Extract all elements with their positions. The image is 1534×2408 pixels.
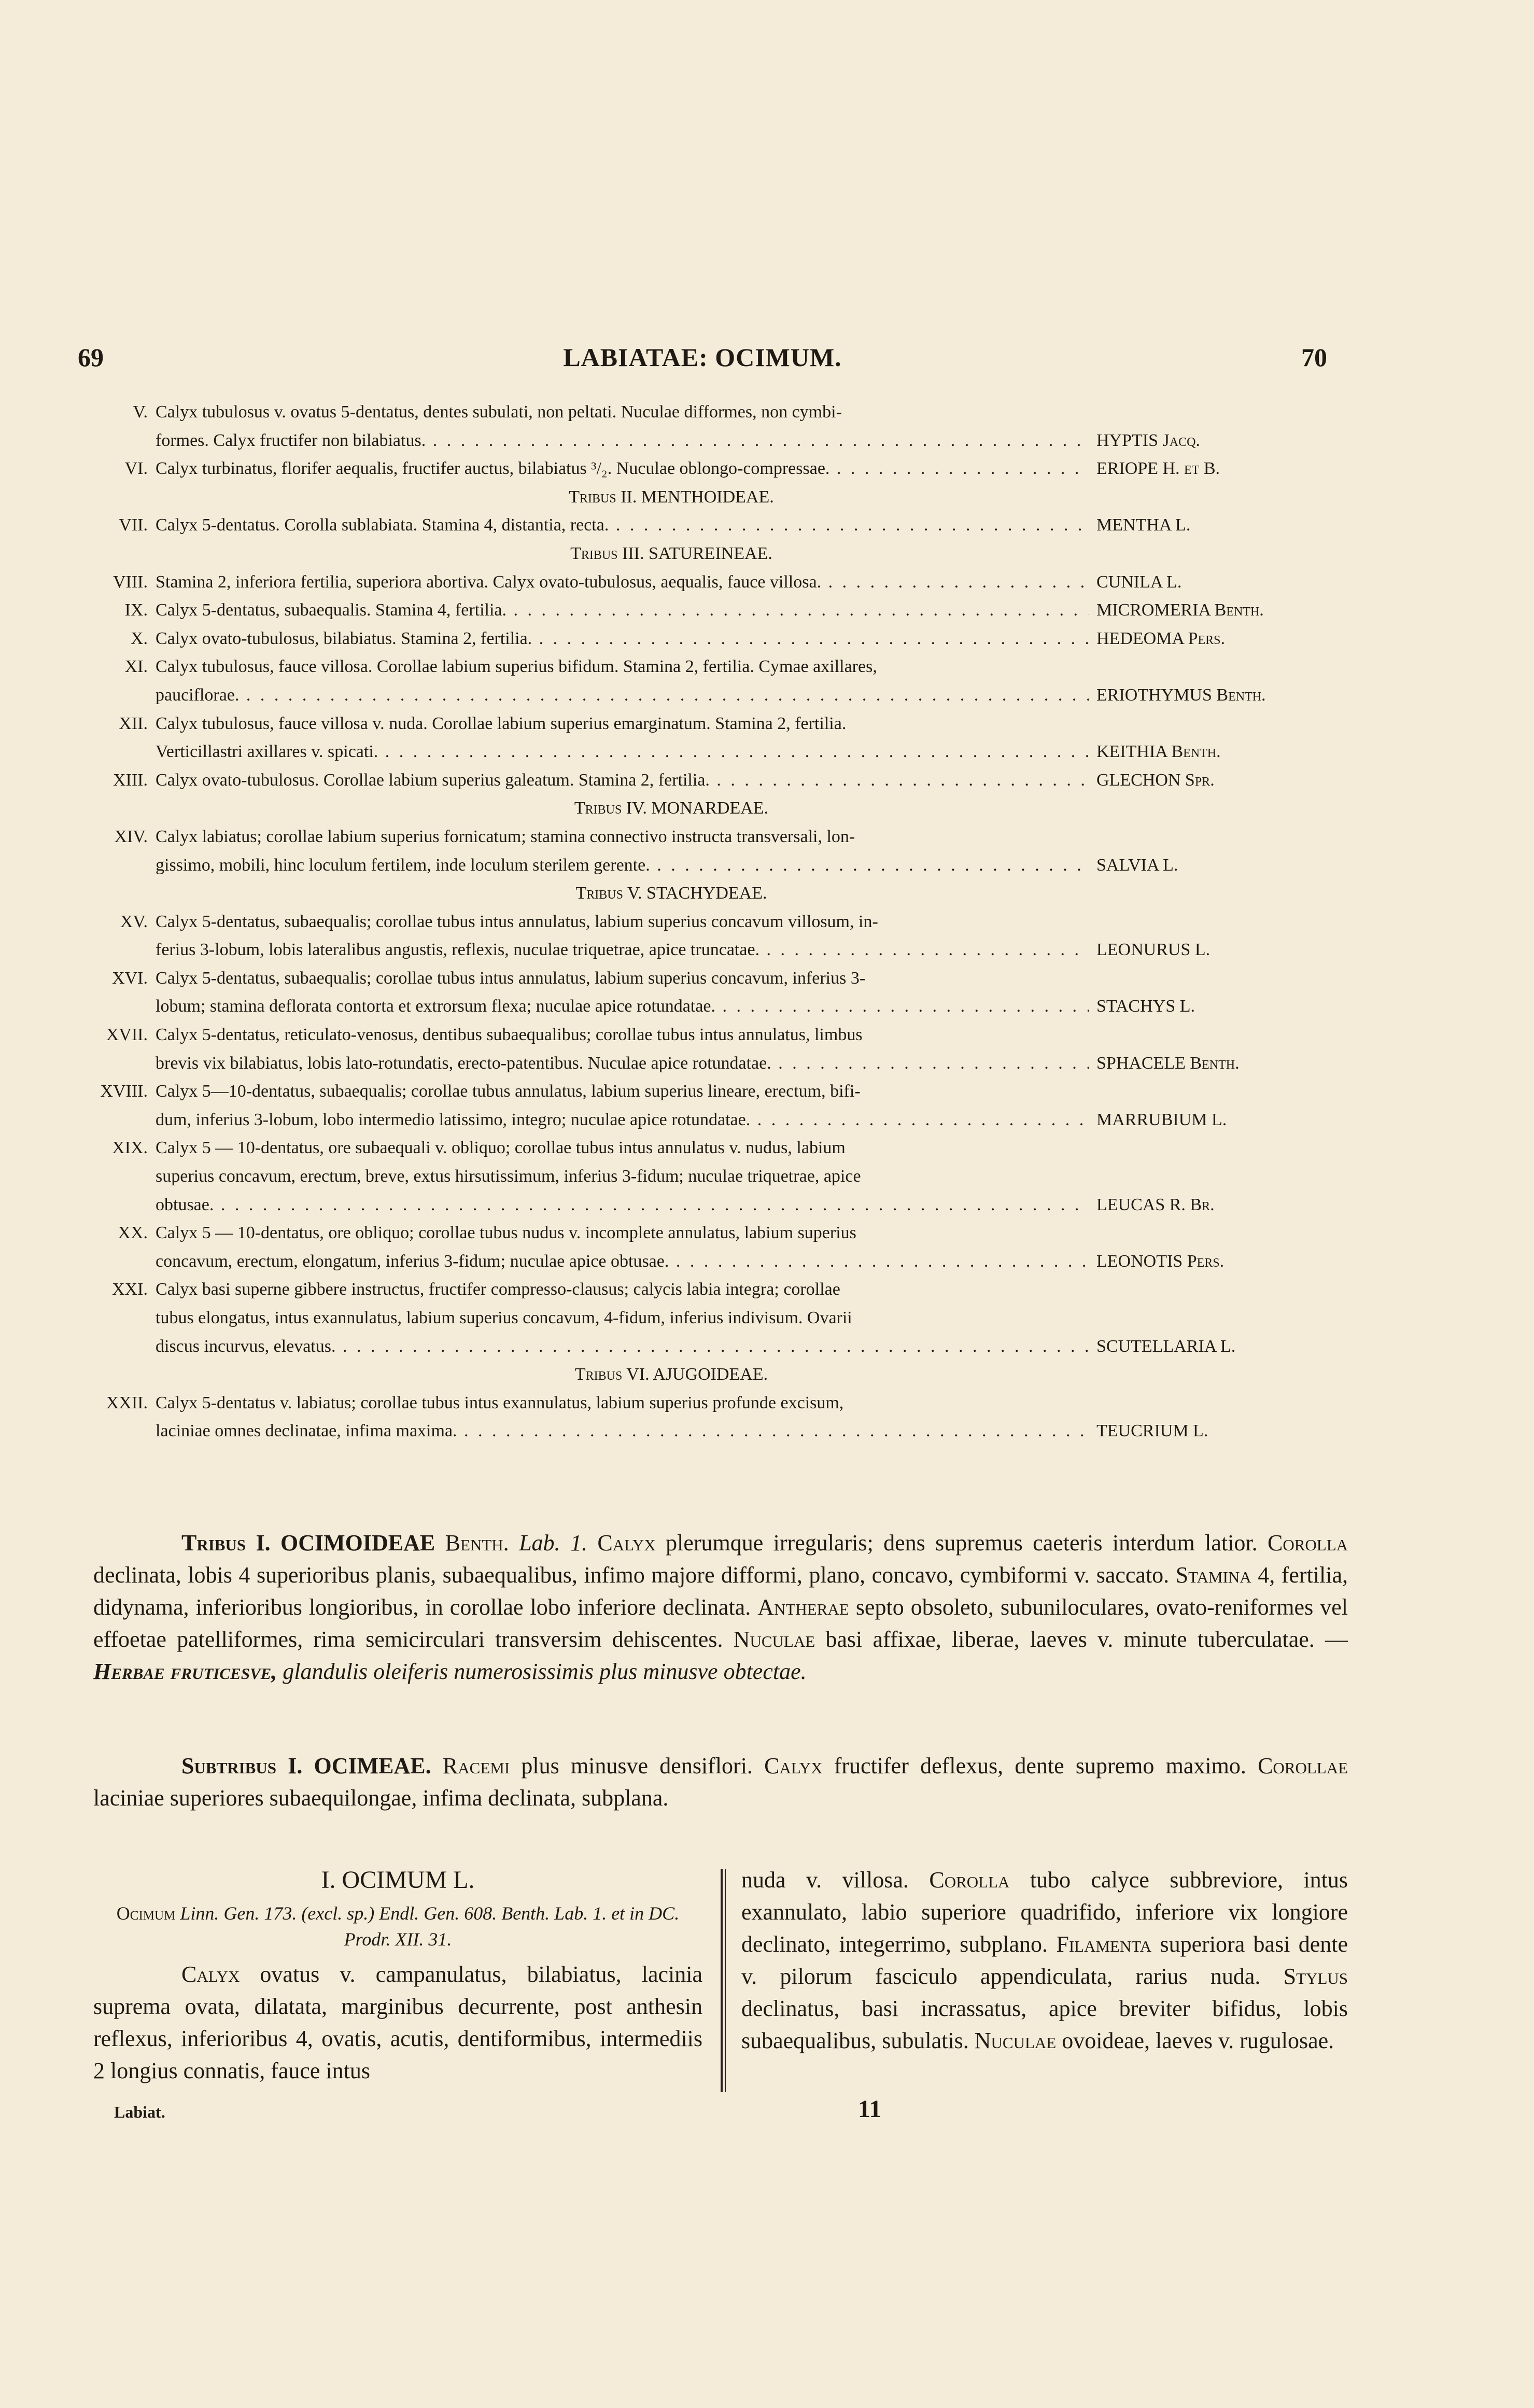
page-number-left: 69 bbox=[78, 343, 104, 372]
key-genus-name: SPHACELE Benth. bbox=[1096, 1053, 1240, 1073]
corolla-label: Corolla bbox=[1268, 1530, 1348, 1556]
subtribus-description bbox=[93, 1750, 1348, 1814]
key-row-text: discus incurvus, elevatus. . . . bbox=[156, 1333, 1089, 1361]
key-row bbox=[93, 1049, 1291, 1078]
key-row-number: XV. bbox=[120, 912, 148, 931]
key-row bbox=[93, 766, 1291, 795]
key-row bbox=[93, 1248, 1291, 1276]
page-number-right: 70 bbox=[1301, 343, 1327, 372]
antherae-text: septo obsoleto, subuniloculares, ovato-reniformes vel effoetae patelliformes, rima semicirculari transversim dehiscentes. bbox=[93, 1594, 1348, 1652]
key-row-text: Calyx 5—10-dentatus, subaequalis; corollae tubus annulatus, labium superius lineare, erectum, bifi- bbox=[156, 1082, 861, 1101]
genus-heading: I. OCIMUM L. bbox=[321, 1866, 475, 1894]
tribus-heading: Tribus I. OCIMOIDEAE bbox=[181, 1530, 435, 1556]
key-row-text: dum, inferius 3-lobum, lobo intermedio latissimo, integro; nuculae apice rotundatae. . . . bbox=[156, 1106, 1089, 1135]
page-header bbox=[78, 342, 1327, 389]
key-genus-name: LEONURUS L. bbox=[1096, 940, 1211, 960]
key-genus-name: CUNILA L. bbox=[1096, 572, 1182, 592]
key-row-number: XVII. bbox=[106, 1025, 148, 1045]
key-row bbox=[93, 1333, 1291, 1361]
calyx-text: plerumque irregularis; dens supremus caeteris interdum latior. bbox=[666, 1530, 1258, 1556]
key-row-number: VIII. bbox=[112, 572, 148, 592]
subtribus-heading: Subtribus I. OCIMEAE. bbox=[181, 1753, 431, 1779]
key-row-number: VII. bbox=[119, 515, 148, 535]
key-row-number: XI. bbox=[124, 657, 148, 677]
key-row-text: Calyx 5 — 10-dentatus, ore obliquo; corollae tubus nudus v. incomplete annulatus, labium superius bbox=[156, 1223, 856, 1243]
genus-key bbox=[93, 398, 1291, 1446]
key-row bbox=[93, 1417, 1291, 1446]
key-row-text: ferius 3-lobum, lobis lateralibus angustis, reflexis, nuculae triquetrae, apice truncatae. . . . bbox=[156, 936, 1089, 964]
key-row bbox=[93, 1191, 1291, 1220]
corolla-text: tubo calyce subbreviore, intus exannulato, labio superiore quadrifido, inferiore vix longiore declinato, integerrimo, subplano. bbox=[741, 1867, 1348, 1957]
key-row-text: obtusae. . . . bbox=[156, 1191, 1089, 1220]
corolla-text: declinata, lobis 4 superioribus planis, subaequalibus, infimo majore difformi, plano, concavo, cymbiformi v. saccato. bbox=[93, 1562, 1170, 1588]
key-genus-name: TEUCRIUM L. bbox=[1096, 1421, 1208, 1441]
key-row bbox=[93, 625, 1291, 653]
key-row-number: IX. bbox=[124, 600, 148, 620]
key-row-number: XIX. bbox=[112, 1138, 148, 1158]
running-title: LABIATAE: OCIMUM. bbox=[563, 343, 842, 372]
key-row-text: gissimo, mobili, hinc loculum fertilem, inde loculum sterilem gerente. . . . bbox=[156, 851, 1089, 880]
corollae-label: Corollae bbox=[1258, 1753, 1348, 1779]
key-row-text: lobum; stamina deflorata contorta et extrorsum flexa; nuculae apice rotundatae. . . . bbox=[156, 992, 1089, 1021]
key-genus-name: KEITHIA Benth. bbox=[1096, 742, 1221, 762]
key-row bbox=[93, 596, 1291, 625]
calyx-text: ovatus v. campanulatus, bilabiatus, lacinia suprema ovata, dilatata, marginibus decurrente, post anthesin reflexus, inferioribus 4, ovatis, acutis, dentiformibus, intermediis 2 longius connatis, fauce intus bbox=[93, 1962, 702, 2083]
key-row-text: brevis vix bilabiatus, lobis lato-rotundatis, erecto-patentibus. Nuculae apice rotundatae. . . . bbox=[156, 1049, 1089, 1078]
key-row-text: Calyx 5 — 10-dentatus, ore subaequali v. obliquo; corollae tubus intus annulatus v. nudus, labium bbox=[156, 1138, 846, 1158]
corollae-text: laciniae superiores subaequilongae, infima declinata, subplana. bbox=[93, 1785, 669, 1811]
key-row-text: Calyx labiatus; corollae labium superius fornicatum; stamina connectivo instructa transversali, lon- bbox=[156, 827, 855, 846]
calyx-label: Calyx bbox=[764, 1753, 823, 1779]
herbae-label: Herbae fruticesve, bbox=[93, 1659, 277, 1684]
key-genus-name: ERIOPE H. et B. bbox=[1096, 459, 1220, 479]
key-row bbox=[93, 1219, 1291, 1248]
key-tribus-heading: Tribus V. STACHYDEAE. bbox=[575, 884, 767, 903]
key-genus-name: GLECHON Spr. bbox=[1096, 770, 1215, 790]
key-row-number: XXI. bbox=[112, 1280, 148, 1299]
key-row bbox=[93, 398, 1291, 427]
key-row bbox=[93, 936, 1291, 964]
key-tribus-heading: Tribus II. MENTHOIDEAE. bbox=[569, 487, 774, 507]
key-row-number: XX. bbox=[118, 1223, 148, 1243]
calyx-label: Calyx bbox=[181, 1962, 240, 1987]
stylus-text: declinatus, basi incrassatus, apice breviter bifidus, lobis subaequalibus, subulatis. bbox=[741, 1996, 1348, 2053]
racemi-label: Racemi bbox=[442, 1753, 510, 1779]
key-row-text: Calyx 5-dentatus v. labiatus; corollae tubus intus exannulatus, labium superius profunde excisum, bbox=[156, 1393, 844, 1412]
key-row-text: tubus elongatus, intus exannulatus, labium superius concavum, 4-fidum, inferius indivisum. Ovarii bbox=[156, 1308, 852, 1327]
key-row bbox=[93, 681, 1291, 710]
key-row-text: Stamina 2, inferiora fertilia, superiora abortiva. Calyx ovato-tubulosus, aequalis, fauce villosa. . . . bbox=[156, 568, 1089, 597]
key-genus-name: LEONOTIS Pers. bbox=[1096, 1251, 1225, 1271]
key-genus-name: SCUTELLARIA L. bbox=[1096, 1336, 1236, 1356]
key-row bbox=[93, 1276, 1291, 1304]
key-row-text: Calyx 5-dentatus, subaequalis; corollae tubus intus annulatus, labium superius concavum villosum, in- bbox=[156, 912, 878, 931]
key-row bbox=[93, 1134, 1291, 1163]
genus-column-right bbox=[741, 1864, 1348, 2057]
key-tribus-heading: Tribus VI. AJUGOIDEAE. bbox=[574, 1365, 768, 1384]
key-row bbox=[93, 738, 1291, 766]
key-row-number: XVI. bbox=[112, 968, 148, 988]
key-row-text: Verticillastri axillares v. spicati. . . . bbox=[156, 738, 1089, 766]
key-row-text: Calyx tubulosus, fauce villosa v. nuda. Corollae labium superius emarginatum. Stamina 2, fertilia. bbox=[156, 713, 847, 733]
key-row-text: Calyx ovato-tubulosus, bilabiatus. Stamina 2, fertilia. . . . bbox=[156, 625, 1089, 653]
key-row bbox=[93, 1163, 1291, 1191]
tribus-description bbox=[93, 1527, 1348, 1688]
key-row-text: Calyx tubulosus v. ovatus 5-dentatus, dentes subulati, non peltati. Nuculae difformes, non cymbi- bbox=[156, 402, 842, 422]
key-row bbox=[93, 710, 1291, 738]
key-row bbox=[93, 964, 1291, 993]
genus-column-left bbox=[93, 1864, 702, 2087]
key-row bbox=[93, 1389, 1291, 1418]
key-row-text: Calyx ovato-tubulosus. Corollae labium superius galeatum. Stamina 2, fertilia. . . . bbox=[156, 766, 1089, 795]
key-genus-name: SALVIA L. bbox=[1096, 855, 1178, 875]
key-row-text: Calyx tubulosus, fauce villosa. Corollae labium superius bifidum. Stamina 2, fertilia. Cymae axillares, bbox=[156, 657, 877, 677]
key-row-number: V. bbox=[133, 402, 148, 422]
key-row-number: VI. bbox=[124, 459, 148, 479]
genus-synonymy bbox=[93, 1900, 702, 1952]
column-rule bbox=[721, 1869, 723, 2092]
herbae-text: glandulis oleiferis numerosissimis plus minusve obtectae. bbox=[283, 1659, 807, 1684]
column-rule-thin bbox=[725, 1869, 726, 2092]
calyx-label: Calyx bbox=[597, 1530, 656, 1556]
key-row bbox=[93, 1021, 1291, 1049]
key-genus-name: HYPTIS Jacq. bbox=[1096, 430, 1200, 450]
key-genus-name: ERIOTHYMUS Benth. bbox=[1096, 685, 1266, 705]
key-row-number: XIII. bbox=[112, 770, 148, 790]
nuculae-text: basi affixae, liberae, laeves v. minute tuberculatae. — bbox=[825, 1627, 1348, 1652]
key-row bbox=[93, 823, 1291, 851]
key-genus-name: STACHYS L. bbox=[1096, 997, 1195, 1016]
key-row bbox=[93, 851, 1291, 880]
corolla-label: Corolla bbox=[929, 1867, 1010, 1893]
nuculae-text: ovoideae, laeves v. rugulosae. bbox=[1062, 2028, 1334, 2053]
key-row-text: Calyx turbinatus, florifer aequalis, fructifer auctus, bilabiatus ³/₂. Nuculae oblongo-compressae. . . . bbox=[156, 455, 1089, 483]
key-genus-name: MENTHA L. bbox=[1096, 515, 1191, 535]
key-row-text: formes. Calyx fructifer non bilabiatus. . . . bbox=[156, 427, 1089, 455]
key-row-text: Calyx 5-dentatus, subaequalis; corollae tubus intus annulatus, labium superius concavum, inferius 3- bbox=[156, 968, 866, 988]
stamina-text: 4, fertilia, didynama, inferioribus longioribus, in corollae lobo inferiore declinata. bbox=[93, 1562, 1348, 1620]
key-row-text: superius concavum, erectum, breve, extus hirsutissimum, inferius 3-fidum; nuculae triquetrae, apice bbox=[156, 1167, 861, 1186]
sheet-number: 11 bbox=[858, 2095, 882, 2123]
key-row-text: laciniae omnes declinatae, infima maxima. . . . bbox=[156, 1417, 1089, 1446]
key-row bbox=[93, 427, 1291, 455]
synonym-label: Ocimum bbox=[116, 1903, 176, 1924]
filamenta-text: superiora basi dente v. pilorum fasciculo appendiculata, rarius nuda. bbox=[741, 1931, 1348, 1989]
key-row-text: Calyx 5-dentatus, subaequalis. Stamina 4, fertilia. . . . bbox=[156, 596, 1089, 625]
key-tribus-heading: Tribus IV. MONARDEAE. bbox=[574, 799, 769, 818]
key-row-number: XIV. bbox=[114, 827, 148, 846]
key-row-number: XXII. bbox=[106, 1393, 148, 1412]
filamenta-label: Filamenta bbox=[1056, 1931, 1152, 1957]
key-row bbox=[93, 1077, 1291, 1106]
key-row bbox=[93, 1106, 1291, 1135]
key-row-text: pauciflorae. . . . bbox=[156, 681, 1089, 710]
key-row-text: Calyx 5-dentatus. Corolla sublabiata. Stamina 4, distantia, recta. . . . bbox=[156, 511, 1089, 540]
key-row bbox=[93, 568, 1291, 597]
stylus-label: Stylus bbox=[1283, 1964, 1348, 1989]
antherae-label: Antherae bbox=[757, 1594, 849, 1620]
key-row-text: Calyx basi superne gibbere instructus, fructifer compresso-clausus; calycis labia integra; corollae bbox=[156, 1280, 840, 1299]
key-row-text: concavum, erectum, elongatum, inferius 3-fidum; nuculae apice obtusae. . . . bbox=[156, 1248, 1089, 1276]
key-genus-name: MARRUBIUM L. bbox=[1096, 1110, 1227, 1129]
fauce-continuation: nuda v. villosa. bbox=[741, 1867, 909, 1893]
key-row bbox=[93, 908, 1291, 936]
nuculae-label: Nuculae bbox=[733, 1627, 815, 1652]
tribus-reference: Lab. 1. bbox=[519, 1530, 587, 1556]
key-row bbox=[93, 653, 1291, 681]
key-tribus-heading: Tribus III. SATUREINEAE. bbox=[570, 543, 772, 563]
racemi-text: plus minusve densiflori. bbox=[521, 1753, 753, 1779]
stamina-label: Stamina bbox=[1175, 1562, 1251, 1588]
genus-calyx-paragraph bbox=[93, 1958, 702, 2087]
key-row-text: Calyx 5-dentatus, reticulato-venosus, dentibus subaequalibus; corollae tubus intus annulatus, limbus bbox=[156, 1025, 863, 1045]
nuculae-label: Nuculae bbox=[974, 2028, 1057, 2053]
calyx-text: fructifer deflexus, dente supremo maximo. bbox=[834, 1753, 1246, 1779]
signature-mark: Labiat. bbox=[114, 2103, 165, 2121]
key-row-number: X. bbox=[130, 628, 148, 648]
key-row bbox=[93, 1304, 1291, 1333]
tribus-author: Benth. bbox=[445, 1530, 509, 1556]
key-genus-name: MICROMERIA Benth. bbox=[1096, 600, 1264, 620]
key-row bbox=[93, 992, 1291, 1021]
key-row-number: XII. bbox=[119, 713, 148, 733]
key-row-number: XVIII. bbox=[100, 1082, 148, 1101]
key-genus-name: HEDEOMA Pers. bbox=[1096, 628, 1226, 648]
synonym-text: Linn. Gen. 173. (excl. sp.) Endl. Gen. 608. Benth. Lab. 1. et in DC. Prodr. XII. 31. bbox=[180, 1903, 680, 1950]
key-genus-name: LEUCAS R. Br. bbox=[1096, 1195, 1215, 1214]
key-row bbox=[93, 511, 1291, 540]
key-row bbox=[93, 455, 1291, 483]
